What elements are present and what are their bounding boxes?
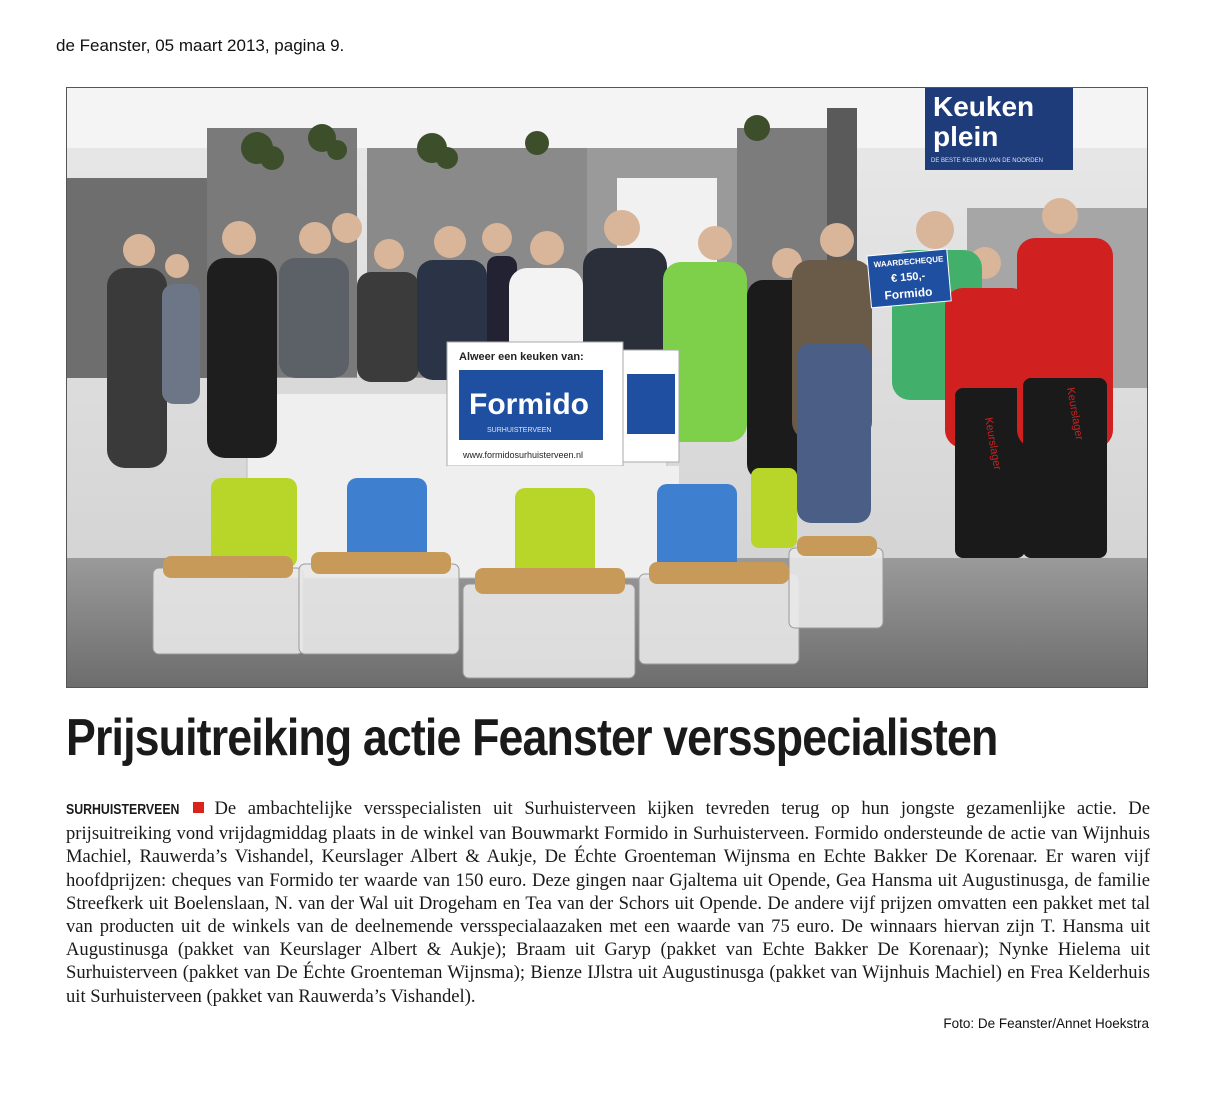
photo-credit: Foto: De Feanster/Annet Hoekstra xyxy=(943,1016,1149,1031)
sign-brand: Formido xyxy=(469,388,589,421)
banner-title-line2: plein xyxy=(933,121,999,152)
cheque-brand: Formido xyxy=(883,284,933,303)
article-body-paragraph xyxy=(66,797,1150,1008)
apron-text-2: Keurslager xyxy=(1064,386,1086,441)
banner-title-line1: Keuken xyxy=(933,91,1035,122)
dateline: SURHUISTERVEEN xyxy=(66,802,180,818)
source-line: de Feanster, 05 maart 2013, pagina 9. xyxy=(56,36,345,55)
article-body: De ambachtelijke versspecialisten uit Surhuisterveen kijken tevreden terug op hun jongste gezamenlijke actie. De prijsuitreiking vond vrijdagmiddag plaats in de winkel van Bouwmarkt Formido in Surhuisterveen. Formido ondersteunde de actie van Wijnhuis Machiel, Rauwerda’s Vishandel, Keurslager Albert & Aukje, De Échte Groenteman Wijnsma en Echte Bakker De Korenaar. Er waren vijf hoofdprijzen: cheques van Formido ter waarde van 150 euro. Deze gingen naar Gjaltema uit Opende, Gea Hansma uit Augustinusga, de familie Streefkerk uit Boelenslaan, N. van der Wal uit Drogeham en Tea van der Schors uit Opende. De andere vijf prijzen omvatten een pakket met tal van producten uit de winkels van de deelnemende versspecialaazaken met een waarde van 75 euro. De winnaars hiervan zijn T. Hansma uit Augustinusga (pakket van Keurslager Albert & Aukje); Braam uit Garyp (pakket van Echte Bakker De Korenaar); Nynke Hielema uit Surhuisterveen (pakket van De Échte Groenteman Wijnsma); Bienze IJlstra uit Augustinusga (pakket van Wijnhuis Machiel) en Frea Kelderhuis uit Surhuisterveen (pakket van Rauwerda’s Vishandel). xyxy=(66,798,1150,1007)
news-photo xyxy=(66,87,1148,688)
apron-text-1: Keurslager xyxy=(982,416,1004,471)
prize-crates xyxy=(153,468,883,678)
sign-brand-sub: SURHUISTERVEEN xyxy=(487,427,552,434)
keukenplein-banner xyxy=(925,88,1073,170)
cheque-title: WAARDECHEQUE xyxy=(873,254,944,270)
red-square-bullet xyxy=(193,802,204,813)
headline: Prijsuitreiking actie Feanster versspecialisten xyxy=(66,709,998,767)
photo-illustration xyxy=(67,88,1147,687)
waardecheque xyxy=(867,249,951,308)
sign-url: www.formidosurhuisterveen.nl xyxy=(463,450,584,460)
cheque-value: € 150,- xyxy=(890,270,926,285)
sign-header: Alweer een keuken van: xyxy=(459,351,584,363)
banner-subtitle: DE BESTE KEUKEN VAN DE NOORDEN xyxy=(931,158,1043,164)
